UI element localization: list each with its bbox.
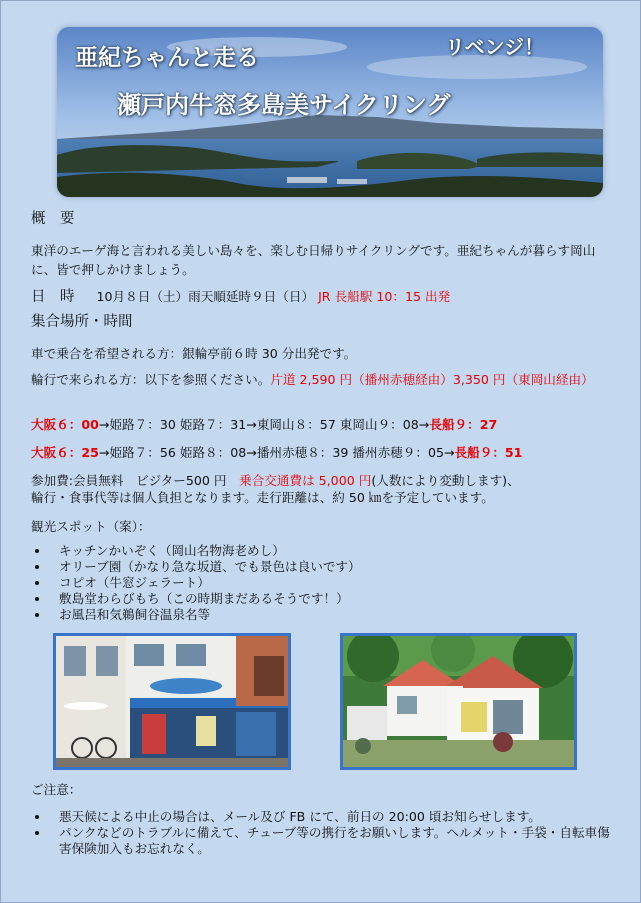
datetime-departure: JR 長船駅 10：15 出発: [318, 289, 451, 304]
banner-revenge-label: リベンジ！: [445, 35, 545, 59]
spots-list: [31, 543, 361, 623]
meeting-train-paragraph: [31, 371, 616, 388]
list-item: キッチンかいぞく（岡山名物海老めし）: [31, 543, 361, 559]
route-2: [31, 444, 522, 461]
fees-text2: (人数により変動します)、: [371, 473, 520, 488]
route-2-mid: →姫路７：56 姫路８：08→播州赤穂８：39 播州赤穂９：05→: [98, 445, 455, 460]
meeting-train-text: 輪行で来られる方：以下を参照ください。: [31, 372, 271, 387]
route-1: [31, 416, 497, 433]
banner-title-line1: 亜紀ちゃんと走る: [75, 44, 259, 71]
notes-heading: ご注意：: [31, 782, 82, 797]
fees-text1: 参加費:会員無料 ビジター500 円: [31, 473, 240, 488]
fees-carpool: 乗合交通費は 5,000 円: [239, 473, 372, 488]
notes-list: [31, 809, 619, 857]
overview-heading: 概 要: [31, 211, 75, 227]
meeting-car-text: 車で乗合を希望される方：銀輪亭前６時 30 分出発です。: [31, 346, 357, 361]
list-item: 悪天候による中止の場合は、メール及び FB にて、前日の 20:00 頃お知らせします。: [31, 809, 619, 825]
banner-title-line2: 瀬戸内牛窓多島美サイクリング: [117, 90, 451, 119]
list-item: コピオ（牛窓ジェラート）: [31, 575, 361, 591]
list-item: パンクなどのトラブルに備えて、チューブ等の携行をお願いします。ヘルメット・手袋・自転車傷害保険加入もお忘れなく。: [31, 825, 619, 857]
datetime-value: 10月８日（土）雨天順延時９日（日）: [96, 289, 315, 304]
datetime-row: [31, 288, 450, 306]
spots-heading: 観光スポット（案）：: [31, 519, 151, 534]
meeting-heading: 集合場所・時間: [31, 314, 133, 330]
list-item: 敷島堂わらびもち（この時期まだあるそうです！）: [31, 591, 361, 607]
meeting-train-fare: 片道 2,590 円（播州赤穂経由）3,350 円（東岡山経由）: [270, 372, 594, 387]
list-item: お風呂和気鵜飼谷温泉名等: [31, 607, 361, 623]
list-item: オリーブ園（かなり急な坂道、でも景色は良いです）: [31, 559, 361, 575]
route-2-end: 長船９：51: [454, 445, 523, 460]
datetime-label: 日 時: [31, 289, 75, 305]
route-1-start: 大阪６：00: [31, 417, 99, 432]
restaurant-photo: [53, 633, 291, 770]
route-1-mid: →姫路７：30 姫路７：31→東岡山８：57 東岡山９：08→: [98, 417, 430, 432]
banner: [57, 27, 603, 197]
route-2-start: 大阪６：25: [31, 445, 99, 460]
overview-text: 東洋のエーゲ海と言われる美しい島々を、楽しむ日帰りサイクリングです。亜紀ちゃんが暮らす岡山に、皆で押しかけましょう。: [31, 243, 596, 277]
fees-line2: 輪行・食事代等は個人負担となります。走行距離は、約 50 ㎞を予定しています。: [31, 490, 494, 505]
fees-line1: [31, 472, 520, 489]
gelato-shop-photo: [340, 633, 577, 770]
route-1-end: 長船９：27: [429, 417, 498, 432]
